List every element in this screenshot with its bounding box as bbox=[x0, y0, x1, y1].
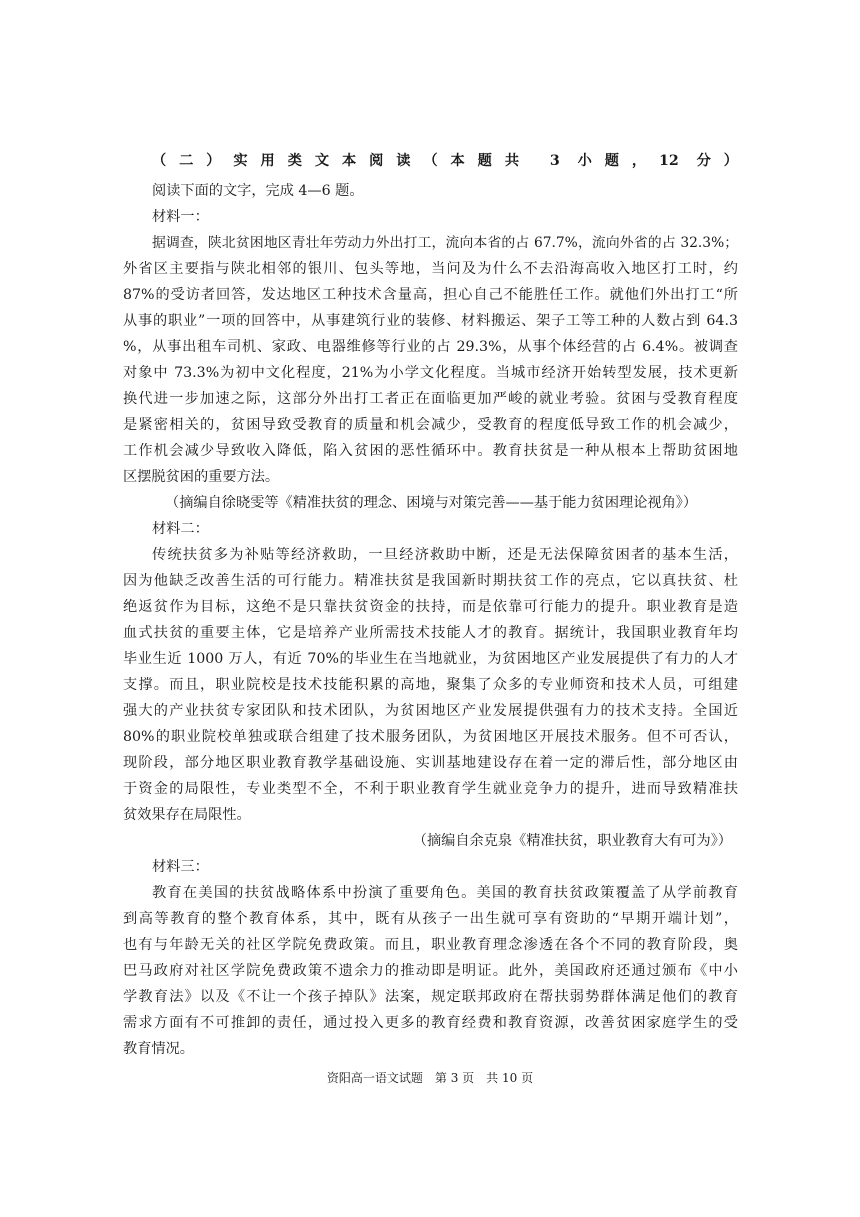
paragraph-line: 也有与年龄无关的社区学院免费政策。而且，职业教育理念渗透在各个不同的教育阶段，奥 bbox=[123, 937, 738, 953]
paragraph-line: 学教育法》以及《不让一个孩子掉队》法案，规定联邦政府在帮扶弱势群体满足他们的教育 bbox=[123, 989, 738, 1005]
paragraph-line: 据调查，陕北贫困地区青壮年劳动力外出打工，流向本省的占 67.7%，流向外省的占 32.3%； bbox=[152, 235, 738, 251]
paragraph-line: 工作机会减少导致收入降低，陷入贫困的恶性循环中。教育扶贫是一种从根本上帮助贫困地 bbox=[123, 443, 738, 459]
material-source: （摘编自徐晓雯等《精准扶贫的理念、困境与对策完善——基于能力贫困理论视角》） bbox=[165, 495, 698, 511]
paragraph-line: 绝返贫作为目标，这绝不是只靠扶贫资金的扶持，而是依靠可行能力的提升。职业教育是造 bbox=[123, 599, 738, 615]
paragraph-line: 于资金的局限性，专业类型不全，不利于职业教育学生就业竞争力的提升，进而导致精准扶 bbox=[123, 781, 738, 797]
material-label: 材料二： bbox=[152, 521, 209, 537]
paragraph-line: 贫效果存在局限性。 bbox=[123, 807, 251, 823]
paragraph-line: 80%的职业院校单独或联合组建了技术服务团队，为贫困地区开展技术服务。但不可否认， bbox=[123, 729, 738, 745]
paragraph-line: 从事的职业”一项的回答中，从事建筑行业的装修、材料搬运、架子工等工种的人数占到 64.3 bbox=[123, 313, 738, 329]
reading-section bbox=[123, 148, 738, 1062]
material-label: 材料三： bbox=[152, 859, 209, 875]
paragraph-line: 换代进一步加速之际，这部分外出打工者正在面临更加严峻的就业考验。贫困与受教育程度 bbox=[123, 391, 738, 407]
material-source: （摘编自余克泉《精准扶贫，职业教育大有可为》） bbox=[412, 833, 732, 849]
paragraph-line: 血式扶贫的重要主体，它是培养产业所需技术技能人才的教育。据统计，我国职业教育年均 bbox=[123, 625, 738, 641]
paragraph-line: 支撑。而且，职业院校是技术技能积累的高地，聚集了众多的专业师资和技术人员，可组建 bbox=[123, 677, 738, 693]
paragraph-line: 巴马政府对社区学院免费政策不遗余力的推动即是明证。此外，美国政府还通过颁布《中小 bbox=[123, 963, 738, 979]
material-block bbox=[123, 854, 738, 1062]
paragraph-line: 需求方面有不可推卸的责任，通过投入更多的教育经费和教育资源，改善贫困家庭学生的受 bbox=[123, 1015, 738, 1031]
paragraph-line: 是紧密相关的，贫困导致受教育的质量和机会减少，受教育的程度低导致工作的机会减少， bbox=[123, 417, 738, 433]
paragraph-line: 现阶段，部分地区职业教育教学基础设施、实训基地建设存在着一定的滞后性，部分地区由 bbox=[123, 755, 738, 771]
paragraph-line: 外省区主要指与陕北相邻的银川、包头等地，当问及为什么不去沿海高收入地区打工时，约 bbox=[123, 261, 738, 277]
material-label: 材料一： bbox=[152, 209, 209, 225]
paragraph-line: 教育在美国的扶贫战略体系中扮演了重要角色。美国的教育扶贫政策覆盖了从学前教育 bbox=[152, 885, 738, 901]
paragraph-line: %，从事出租车司机、家政、电器维修等行业的占 29.3%，从事个体经营的占 6.4%。被调查 bbox=[123, 339, 738, 355]
section-heading: （二）实用类文本阅读（本题共 3 小题，12 分） bbox=[152, 153, 738, 169]
paragraph-line: 87%的受访者回答，发达地区工种技术含量高，担心自己不能胜任工作。就他们外出打工“所 bbox=[123, 287, 738, 303]
section-instruction: 阅读下面的文字，完成 4—6 题。 bbox=[152, 183, 364, 199]
paragraph-line: 因为他缺乏改善生活的可行能力。精准扶贫是我国新时期扶贫工作的亮点，它以真扶贫、杜 bbox=[123, 573, 738, 589]
page-footer: 资阳高一语文试题 第 3 页 共 10 页 bbox=[326, 1071, 534, 1085]
paragraph-line: 到高等教育的整个教育体系，其中，既有从孩子一出生就可享有资助的“早期开端计划”， bbox=[123, 911, 738, 927]
paragraph-line: 对象中 73.3%为初中文化程度，21%为小学文化程度。当城市经济开始转型发展，技术更新 bbox=[123, 365, 738, 381]
material-block bbox=[123, 204, 738, 516]
paragraph-line: 教育情况。 bbox=[123, 1041, 194, 1057]
paragraph-line: 区摆脱贫困的重要方法。 bbox=[123, 469, 280, 485]
paragraph-line: 传统扶贫多为补贴等经济救助，一旦经济救助中断，还是无法保障贫困者的基本生活， bbox=[152, 547, 738, 563]
paragraph-line: 强大的产业扶贫专家团队和技术团队，为贫困地区产业发展提供强有力的技术支持。全国近 bbox=[123, 703, 738, 719]
paragraph-line: 毕业生近 1000 万人，有近 70%的毕业生在当地就业，为贫困地区产业发展提供了有力的人才 bbox=[123, 651, 738, 667]
material-block bbox=[123, 516, 738, 854]
